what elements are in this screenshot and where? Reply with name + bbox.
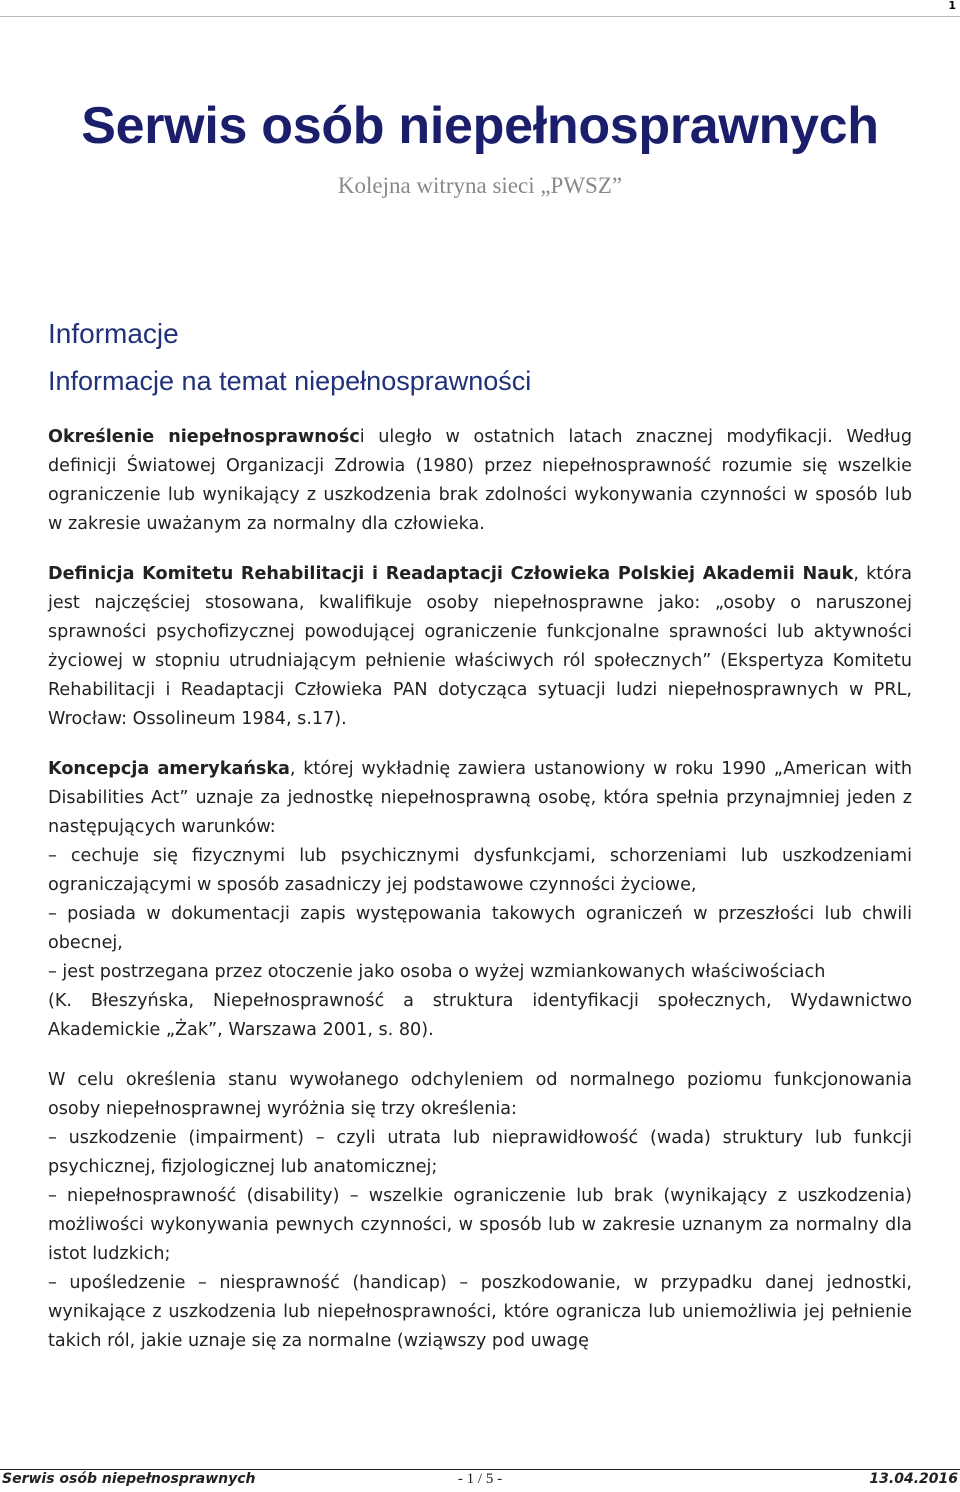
- paragraph-text: , która jest najczęściej stosowana, kwalifikuje osoby niepełnosprawne jako: „osoby o naruszonej sprawności psychofizycznej powodującej ograniczenie funkcjonalne sprawności lub aktywności życiowej w stopniu utrudniającym pełnienie właściwych ról społecznych” (Ekspertyza Komitetu Rehabilitacji i Readaptacji Człowieka PAN dotycząca sytuacji ludzi niepełnosprawnych w PRL, Wrocław: Ossolineum 1984, s.17).: [48, 564, 912, 729]
- bold-term: Koncepcja amerykańska: [48, 759, 290, 779]
- paragraph-three-terms: [48, 1066, 912, 1356]
- paragraph-text: W celu określenia stanu wywołanego odchyleniem od normalnego poziomu funkcjonowania osoby niepełnosprawnej wyróżnia się trzy określenia:: [48, 1070, 912, 1119]
- page-number-bar: [0, 0, 960, 17]
- page-footer: [0, 1469, 960, 1492]
- paragraph-text: i uległo w ostatnich latach znacznej modyfikacji. Według definicji Światowej Organizacji Zdrowia (1980) przez niepełnosprawność rozumie się wszelkie ograniczenie lub wynikający z uszkodzenia brak zdolności wykonywania czynności w sposób lub w zakresie uważanym za normalny dla człowieka.: [48, 427, 912, 534]
- site-tagline: Kolejna witryna sieci „PWSZ”: [337, 173, 623, 198]
- site-title: Serwis osób niepełnosprawnych: [81, 97, 879, 155]
- bold-term: Definicja Komitetu Rehabilitacji i Readaptacji Człowieka Polskiej Akademii Nauk: [48, 564, 854, 584]
- paragraph-text: , której wykładnię zawiera ustanowiony w roku 1990 „American with Disabilities Act” uznaje za jednostkę niepełnosprawną osobę, która spełnia przynajmniej jeden z następujących warunków:: [48, 759, 912, 837]
- list-item: – cechuje się fizycznymi lub psychicznymi dysfunkcjami, schorzeniami lub uszkodzeniami ograniczającymi w sposób zasadniczy jej podstawowe czynności życiowe,: [48, 846, 912, 895]
- paragraph-american-concept: [48, 755, 912, 1045]
- list-item: – upośledzenie – niesprawność (handicap) – poszkodowanie, w przypadku danej jednostki, wynikające z uszkodzenia lub niepełnosprawności, które ogranicza lub uniemożliwia jej pełnienie takich ról, jakie uznaje się za normalne (wziąwszy pod uwagę: [48, 1273, 912, 1351]
- page-number: 1: [948, 0, 956, 12]
- list-item: – niepełnosprawność (disability) – wszelkie ograniczenie lub brak (wynikający z uszkodzenia) możliwości wykonywania pewnych czynności, w sposób lub w zakresie uznanym za normalny dla istot ludzkich;: [48, 1186, 912, 1264]
- footer-site-name: Serwis osób niepełnosprawnych: [2, 1471, 256, 1487]
- footer-date: 13.04.2016: [869, 1471, 958, 1487]
- list-item: – posiada w dokumentacji zapis występowania takowych ograniczeń w przeszłości lub chwili obecnej,: [48, 904, 912, 953]
- bold-term: Określenie niepełnosprawnośc: [48, 427, 360, 447]
- paragraph-definition-pan: [48, 560, 912, 734]
- article-title: Informacje na temat niepełnosprawności: [48, 366, 532, 396]
- paragraph-definition-who: [48, 423, 912, 539]
- category-heading: Informacje: [48, 318, 179, 349]
- list-item: – jest postrzegana przez otoczenie jako osoba o wyżej wzmiankowanych właściwościach: [48, 962, 826, 982]
- citation: (K. Błeszyńska, Niepełnosprawność a struktura identyfikacji społecznych, Wydawnictwo Akademickie „Żak”, Warszawa 2001, s. 80).: [48, 991, 912, 1040]
- footer-page-counter: - 1 / 5 -: [457, 1471, 503, 1487]
- article-body: [48, 423, 912, 1377]
- list-item: – uszkodzenie (impairment) – czyli utrata lub nieprawidłowość (wada) struktury lub funkcji psychicznej, fizjologicznej lub anatomicznej;: [48, 1128, 912, 1177]
